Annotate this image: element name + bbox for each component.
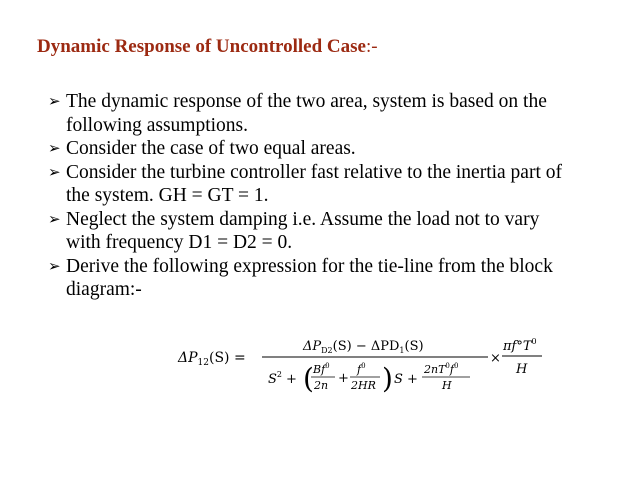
svg-text:ΔP12(S) =: $\Delta P_{12}(S)$ = [178,350,246,368]
list-item: ➢ The dynamic response of the two area, system is based on the following assumptions. [48,91,547,136]
svg-text:H: H [442,379,452,392]
arrow-right-icon: ➢ [48,139,61,157]
arrow-right-icon: ➢ [48,256,61,275]
arrow-right-icon: ➢ [48,92,61,110]
list-item: ➢ Derive the following expression for the tie-line from the block diagram:- [48,255,553,300]
svg-text:+: + [338,371,349,386]
svg-text:S2+: $S^2$ + [268,370,297,387]
svg-text:): ) [382,362,393,395]
svg-text:2HR: 2HR [351,379,376,392]
svg-text:Bf0: Bf$^0$ [313,362,330,376]
svg-text:2nT0f0: $2nT^0f^0$ [424,362,459,376]
arrow-right-icon: ➢ [48,209,61,228]
arrow-right-icon: ➢ [48,162,61,181]
svg-text:f0: $f^0$ [357,362,366,376]
svg-text:S +: S + [394,372,418,387]
list-item: ➢ Consider the case of two equal areas. [48,138,356,159]
svg-text:ΔPD2(S) − ΔPD1(S): $\Delta P_{D2}(S) - \Delta PD_1(S)$ [303,339,424,355]
svg-text:πf°T0: $\pi f^\circ T^0$ [503,337,537,354]
svg-text:2n: 2n [314,379,329,392]
list-item: ➢ Consider the turbine controller fast relative to the inertia part of the system. GH = GT = 1. [48,161,562,206]
title-text: Dynamic Response of Uncontrolled Case [37,36,366,57]
svg-text:×: × [490,351,501,366]
svg-text:H: H [516,362,528,377]
svg-text:(: ( [303,362,314,395]
title-suffix: :- [365,36,378,57]
list-item: ➢ Neglect the system damping i.e. Assume the load not to vary with frequency D1 = D2 = 0. [48,208,540,253]
